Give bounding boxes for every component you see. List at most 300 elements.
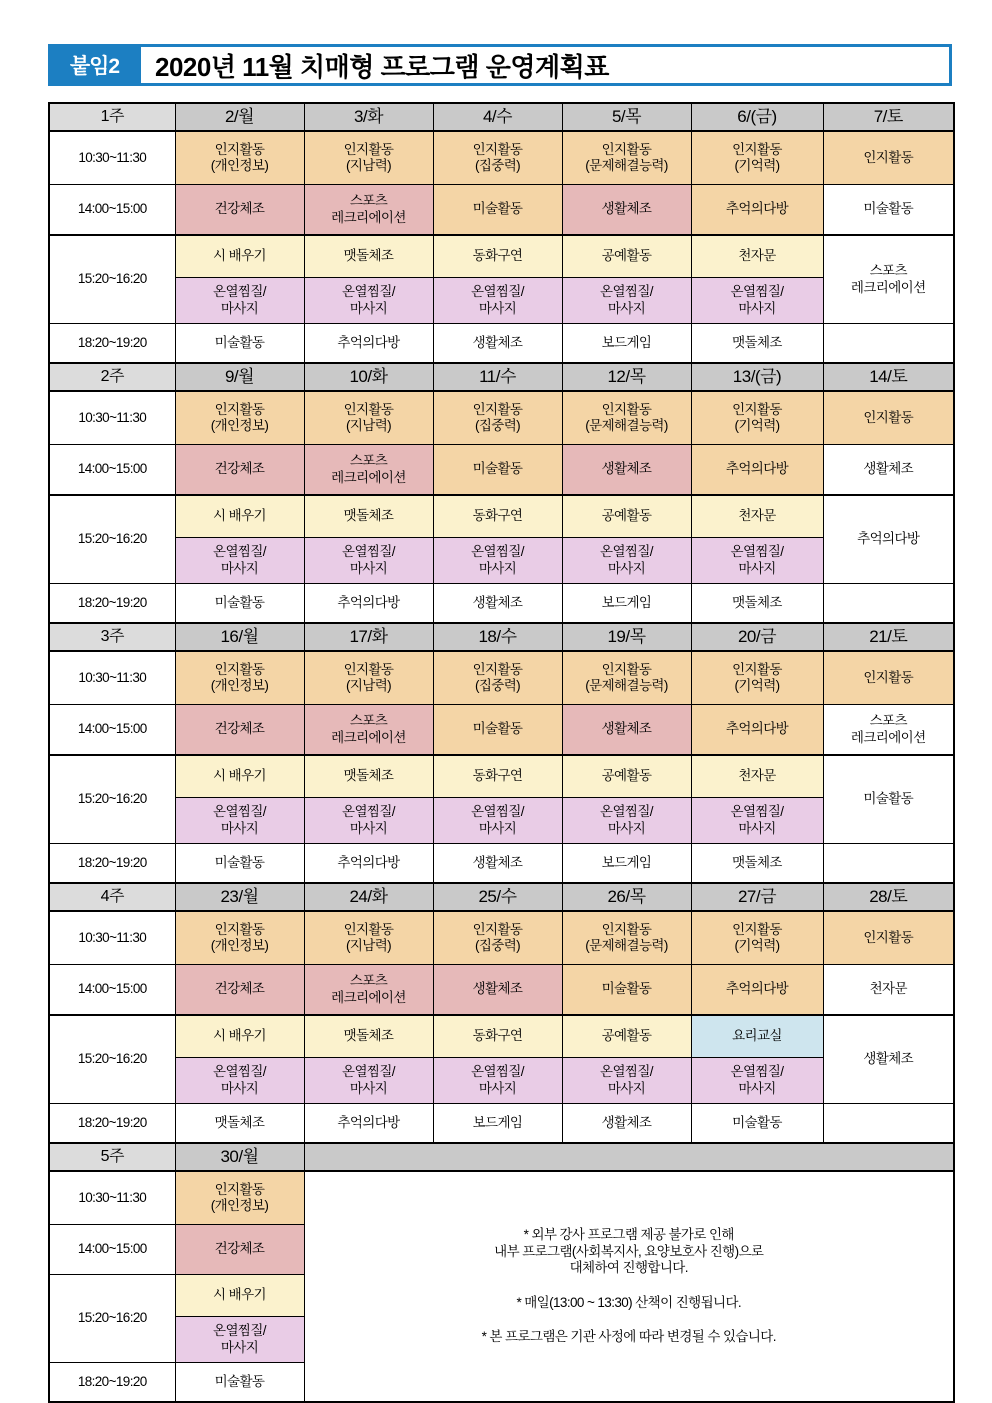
cell-line: (지남력) [345, 418, 392, 433]
schedule-row [49, 651, 954, 705]
activity-cell: 추억의다방 [304, 324, 433, 364]
cell-line: 인지활동 [863, 149, 914, 165]
activity-cell [823, 391, 954, 445]
cell-line: 건강체조 [214, 461, 265, 477]
cell-line: 스포츠 [349, 713, 388, 729]
cell-line: (개인정보) [210, 938, 269, 953]
time-label: 15:20~16:20 [49, 1275, 175, 1363]
activity-cell [562, 538, 691, 584]
notes-block [304, 1171, 954, 1402]
activity-cell [175, 131, 304, 185]
activity-cell [304, 965, 433, 1016]
schedule-row [49, 1058, 954, 1104]
day-header: 13/(금) [691, 363, 823, 391]
day-header: 12/목 [562, 363, 691, 391]
activity-cell: 시 배우기 [175, 495, 304, 538]
activity-cell: 맷돌체조 [304, 755, 433, 798]
cell-line: 온열찜질/ [471, 1064, 524, 1080]
cell-line: 마사지 [478, 560, 517, 576]
schedule-row [49, 235, 954, 278]
schedule-row [49, 584, 954, 624]
cell-line: 온열찜질/ [213, 284, 266, 300]
activity-cell [823, 755, 954, 844]
cell-line: 레크리에이션 [850, 279, 926, 295]
time-label: 14:00~15:00 [49, 445, 175, 496]
cell-line: 인지활동 [863, 669, 914, 685]
activity-cell: 시 배우기 [175, 1015, 304, 1058]
activity-cell [691, 965, 823, 1016]
cell-line: 레크리에이션 [331, 989, 406, 1005]
cell-line: 인지활동 [343, 401, 394, 417]
cell-line: 스포츠 [869, 263, 907, 279]
day-header: 3/화 [304, 103, 433, 131]
cell-line: 인지활동 [214, 401, 265, 417]
activity-cell [175, 705, 304, 756]
activity-cell: 보드게임 [433, 1104, 562, 1144]
empty-header [304, 1143, 954, 1171]
day-header: 20/금 [691, 623, 823, 651]
activity-cell [433, 391, 562, 445]
cell-line: 인지활동 [863, 929, 914, 945]
cell-line: 인지활동 [214, 1181, 265, 1197]
cell-line: 온열찜질/ [600, 1064, 653, 1080]
activity-cell [691, 278, 823, 324]
cell-line: 인지활동 [863, 409, 914, 425]
activity-cell [562, 651, 691, 705]
schedule-row [49, 538, 954, 584]
cell-line: 인지활동 [214, 661, 265, 677]
cell-line: (기억력) [734, 158, 780, 173]
activity-cell: 생활체조 [562, 1104, 691, 1144]
day-header: 7/토 [823, 103, 954, 131]
activity-cell [175, 1171, 304, 1225]
day-header: 23/월 [175, 883, 304, 911]
activity-cell [691, 445, 823, 496]
activity-cell [175, 965, 304, 1016]
activity-cell: 동화구연 [433, 495, 562, 538]
day-header: 28/토 [823, 883, 954, 911]
cell-line: 생활체조 [472, 981, 523, 997]
cell-line: (집중력) [474, 418, 521, 433]
activity-cell [304, 538, 433, 584]
cell-line: 마사지 [607, 300, 646, 316]
title-box [141, 44, 952, 86]
activity-cell: 생활체조 [433, 844, 562, 884]
cell-line: 마사지 [738, 300, 776, 316]
day-header: 25/수 [433, 883, 562, 911]
note-line: 대체하여 진행합니다. [569, 1260, 688, 1276]
day-header: 16/월 [175, 623, 304, 651]
activity-cell [433, 798, 562, 844]
schedule-row [49, 391, 954, 445]
cell-line: 마사지 [738, 1080, 776, 1096]
activity-cell [562, 185, 691, 236]
week-label: 3주 [49, 623, 175, 651]
cell-line: (개인정보) [210, 418, 269, 433]
activity-cell [562, 705, 691, 756]
document-header [48, 44, 952, 86]
activity-cell [433, 965, 562, 1016]
activity-cell: 맷돌체조 [175, 1104, 304, 1144]
cell-line: 생활체조 [601, 201, 652, 217]
activity-cell [691, 1058, 823, 1104]
cell-line: 스포츠 [349, 973, 388, 989]
cell-line: (개인정보) [210, 678, 269, 693]
cell-line: 생활체조 [601, 461, 652, 477]
activity-cell: 요리교실 [691, 1015, 823, 1058]
activity-cell: 건강체조 [175, 1225, 304, 1275]
cell-line: 마사지 [220, 560, 259, 576]
cell-line: 인지활동 [601, 401, 652, 417]
activity-cell [691, 705, 823, 756]
activity-cell: 맷돌체조 [304, 1015, 433, 1058]
cell-line: (집중력) [474, 678, 521, 693]
cell-line: (문제해결능력) [585, 418, 668, 433]
activity-cell: 보드게임 [562, 324, 691, 364]
cell-line: 온열찜질/ [342, 1064, 395, 1080]
activity-cell [175, 445, 304, 496]
cell-line: 마사지 [607, 560, 646, 576]
activity-cell [562, 911, 691, 965]
time-label: 10:30~11:30 [49, 131, 175, 185]
cell-line: 온열찜질/ [600, 284, 653, 300]
cell-line: 레크리에이션 [331, 729, 406, 745]
cell-line: 건강체조 [214, 981, 265, 997]
activity-cell: 맷돌체조 [691, 844, 823, 884]
cell-line: 인지활동 [343, 921, 394, 937]
cell-line: 마사지 [349, 820, 388, 836]
activity-cell [691, 185, 823, 236]
activity-cell [823, 1015, 954, 1104]
activity-cell: 천자문 [691, 495, 823, 538]
cell-line: 마사지 [349, 300, 388, 316]
note-line: * 매일(13:00 ~ 13:30) 산책이 진행됩니다. [516, 1294, 742, 1310]
activity-cell [823, 445, 954, 496]
cell-line: 추억의다방 [725, 721, 789, 737]
day-header: 2/월 [175, 103, 304, 131]
cell-line: (개인정보) [210, 158, 269, 173]
cell-line: 스포츠 [349, 453, 388, 469]
cell-line: 미술활동 [472, 461, 523, 477]
time-label: 14:00~15:00 [49, 1225, 175, 1275]
activity-cell: 미술활동 [175, 584, 304, 624]
activity-cell [175, 911, 304, 965]
activity-cell [175, 798, 304, 844]
activity-cell [433, 651, 562, 705]
activity-cell [691, 131, 823, 185]
schedule-row [49, 911, 954, 965]
cell-line: (개인정보) [210, 1198, 269, 1213]
week-header-row [49, 103, 954, 131]
day-header: 11/수 [433, 363, 562, 391]
activity-cell: 맷돌체조 [691, 584, 823, 624]
time-label: 10:30~11:30 [49, 651, 175, 705]
activity-cell [823, 1104, 954, 1144]
day-header: 26/목 [562, 883, 691, 911]
cell-line: 마사지 [738, 560, 776, 576]
cell-line: 레크리에이션 [850, 729, 926, 745]
cell-line: 추억의다방 [857, 531, 920, 547]
time-label: 15:20~16:20 [49, 1015, 175, 1104]
attachment-badge: 붙임2 [48, 44, 141, 86]
cell-line: (집중력) [474, 158, 521, 173]
cell-line: (문제해결능력) [585, 158, 668, 173]
note-line: 내부 프로그램(사회복지사, 요양보호사 진행)으로 [494, 1243, 764, 1259]
activity-cell: 공예활동 [562, 495, 691, 538]
activity-cell [304, 131, 433, 185]
cell-line: (기억력) [734, 938, 780, 953]
activity-cell: 보드게임 [562, 844, 691, 884]
cell-line: 온열찜질/ [730, 804, 784, 820]
cell-line: 미술활동 [601, 981, 652, 997]
note-line: * 본 프로그램은 기관 사정에 따라 변경될 수 있습니다. [481, 1329, 776, 1345]
activity-cell [691, 538, 823, 584]
cell-line: (지남력) [345, 678, 392, 693]
activity-cell: 생활체조 [433, 584, 562, 624]
activity-cell [304, 705, 433, 756]
cell-line: 마사지 [607, 1080, 646, 1096]
time-label: 18:20~19:20 [49, 1363, 175, 1403]
day-header: 14/토 [823, 363, 954, 391]
activity-cell [304, 1058, 433, 1104]
cell-line: 마사지 [220, 300, 259, 316]
cell-line: 인지활동 [343, 661, 394, 677]
activity-cell: 천자문 [691, 755, 823, 798]
cell-line: 마사지 [220, 1080, 259, 1096]
activity-cell [823, 495, 954, 584]
time-label: 10:30~11:30 [49, 1171, 175, 1225]
week-label: 1주 [49, 103, 175, 131]
cell-line: 마사지 [607, 820, 646, 836]
activity-cell: 미술활동 [175, 844, 304, 884]
cell-line: 마사지 [220, 820, 259, 836]
cell-line: 온열찜질/ [342, 804, 395, 820]
week-label: 4주 [49, 883, 175, 911]
cell-line: 마사지 [349, 1080, 388, 1096]
activity-cell: 추억의다방 [304, 1104, 433, 1144]
cell-line: 마사지 [220, 1339, 259, 1355]
page-title: 2020년 11월 치매형 프로그램 운영계획표 [155, 51, 609, 82]
activity-cell [823, 965, 954, 1016]
cell-line: (기억력) [734, 418, 780, 433]
cell-line: 인지활동 [732, 921, 782, 937]
activity-cell [823, 911, 954, 965]
day-header: 9/월 [175, 363, 304, 391]
activity-cell: 맷돌체조 [304, 235, 433, 278]
day-header: 21/토 [823, 623, 954, 651]
activity-cell [175, 651, 304, 705]
week-header-row [49, 1143, 954, 1171]
cell-line: 건강체조 [214, 721, 265, 737]
activity-cell [823, 185, 954, 236]
cell-line: 미술활동 [472, 201, 523, 217]
activity-cell: 천자문 [691, 235, 823, 278]
cell-line: 인지활동 [601, 141, 652, 157]
time-label: 15:20~16:20 [49, 235, 175, 324]
cell-line: 온열찜질/ [213, 544, 266, 560]
cell-line: 생활체조 [863, 461, 914, 477]
cell-line: 인지활동 [472, 401, 523, 417]
cell-line: 마사지 [738, 820, 776, 836]
time-label: 14:00~15:00 [49, 965, 175, 1016]
cell-line: 온열찜질/ [730, 284, 784, 300]
cell-line: 생활체조 [863, 1051, 914, 1067]
time-label: 10:30~11:30 [49, 911, 175, 965]
activity-cell [433, 278, 562, 324]
schedule-row [49, 1171, 954, 1225]
note-line: * 외부 강사 프로그램 제공 불가로 인해 [523, 1227, 734, 1243]
cell-line: 마사지 [478, 820, 517, 836]
activity-cell [691, 391, 823, 445]
schedule-row [49, 965, 954, 1016]
time-label: 14:00~15:00 [49, 705, 175, 756]
activity-cell [433, 185, 562, 236]
cell-line: 스포츠 [869, 713, 907, 729]
cell-line: (기억력) [734, 678, 780, 693]
cell-line: 인지활동 [601, 661, 652, 677]
activity-cell [562, 1058, 691, 1104]
cell-line: 인지활동 [472, 141, 523, 157]
time-label: 18:20~19:20 [49, 324, 175, 364]
schedule-row [49, 185, 954, 236]
week-label: 5주 [49, 1143, 175, 1171]
activity-cell: 동화구연 [433, 1015, 562, 1058]
cell-line: 인지활동 [343, 141, 394, 157]
activity-cell [433, 538, 562, 584]
activity-cell [175, 1058, 304, 1104]
schedule-row [49, 844, 954, 884]
cell-line: 온열찜질/ [213, 1323, 266, 1339]
activity-cell [304, 185, 433, 236]
cell-line: 온열찜질/ [213, 1064, 266, 1080]
cell-line: 추억의다방 [725, 461, 789, 477]
cell-line: 온열찜질/ [471, 544, 524, 560]
day-header: 10/화 [304, 363, 433, 391]
day-header: 4/수 [433, 103, 562, 131]
activity-cell: 동화구연 [433, 235, 562, 278]
activity-cell: 맷돌체조 [304, 495, 433, 538]
cell-line: 미술활동 [863, 201, 914, 217]
activity-cell [823, 651, 954, 705]
day-header: 19/목 [562, 623, 691, 651]
activity-cell [433, 445, 562, 496]
activity-cell [304, 911, 433, 965]
activity-cell [562, 391, 691, 445]
activity-cell: 보드게임 [562, 584, 691, 624]
cell-line: 온열찜질/ [600, 544, 653, 560]
activity-cell: 공예활동 [562, 755, 691, 798]
activity-cell [304, 798, 433, 844]
day-header: 24/화 [304, 883, 433, 911]
week-header-row [49, 363, 954, 391]
schedule-row [49, 1015, 954, 1058]
cell-line: 온열찜질/ [730, 544, 784, 560]
activity-cell: 시 배우기 [175, 235, 304, 278]
day-header: 5/목 [562, 103, 691, 131]
cell-line: 온열찜질/ [342, 544, 395, 560]
activity-cell: 맷돌체조 [691, 324, 823, 364]
day-header: 27/금 [691, 883, 823, 911]
schedule-row [49, 755, 954, 798]
cell-line: 온열찜질/ [471, 284, 524, 300]
cell-line: 온열찜질/ [213, 804, 266, 820]
week-label: 2주 [49, 363, 175, 391]
activity-cell: 미술활동 [175, 324, 304, 364]
time-label: 15:20~16:20 [49, 495, 175, 584]
cell-line: 온열찜질/ [471, 804, 524, 820]
activity-cell: 추억의다방 [304, 844, 433, 884]
activity-cell [691, 651, 823, 705]
day-header: 17/화 [304, 623, 433, 651]
schedule-row [49, 495, 954, 538]
cell-line: 온열찜질/ [600, 804, 653, 820]
cell-line: 인지활동 [214, 921, 265, 937]
day-header: 6/(금) [691, 103, 823, 131]
schedule-row [49, 324, 954, 364]
activity-cell [823, 324, 954, 364]
time-label: 18:20~19:20 [49, 844, 175, 884]
activity-cell: 시 배우기 [175, 755, 304, 798]
schedule-row [49, 278, 954, 324]
activity-cell [823, 844, 954, 884]
activity-cell [562, 278, 691, 324]
activity-cell: 시 배우기 [175, 1275, 304, 1317]
activity-cell [562, 131, 691, 185]
cell-line: (지남력) [345, 158, 392, 173]
cell-line: 레크리에이션 [331, 469, 406, 485]
time-label: 10:30~11:30 [49, 391, 175, 445]
activity-cell [304, 278, 433, 324]
activity-cell [304, 445, 433, 496]
activity-cell [823, 705, 954, 756]
activity-cell: 미술활동 [691, 1104, 823, 1144]
cell-line: 인지활동 [472, 661, 523, 677]
activity-cell: 공예활동 [562, 1015, 691, 1058]
activity-cell [691, 911, 823, 965]
activity-cell [175, 391, 304, 445]
activity-cell [691, 798, 823, 844]
activity-cell [433, 705, 562, 756]
activity-cell: 생활체조 [433, 324, 562, 364]
activity-cell [433, 1058, 562, 1104]
schedule-row [49, 131, 954, 185]
week-header-row [49, 623, 954, 651]
schedule-row [49, 705, 954, 756]
cell-line: (집중력) [474, 938, 521, 953]
activity-cell [304, 651, 433, 705]
cell-line: 레크리에이션 [331, 209, 406, 225]
activity-cell [562, 965, 691, 1016]
activity-cell [175, 538, 304, 584]
time-label: 18:20~19:20 [49, 584, 175, 624]
cell-line: 추억의다방 [725, 981, 789, 997]
cell-line: (지남력) [345, 938, 392, 953]
cell-line: 마사지 [349, 560, 388, 576]
schedule-row [49, 798, 954, 844]
cell-line: 온열찜질/ [342, 284, 395, 300]
cell-line: 마사지 [478, 300, 517, 316]
cell-line: 인지활동 [214, 141, 265, 157]
time-label: 18:20~19:20 [49, 1104, 175, 1144]
schedule-table [48, 102, 955, 1403]
cell-line: 인지활동 [472, 921, 523, 937]
cell-line: 생활체조 [601, 721, 652, 737]
cell-line: 인지활동 [601, 921, 652, 937]
schedule-row [49, 445, 954, 496]
cell-line: 마사지 [478, 1080, 517, 1096]
cell-line: 추억의다방 [725, 201, 789, 217]
activity-cell [823, 131, 954, 185]
